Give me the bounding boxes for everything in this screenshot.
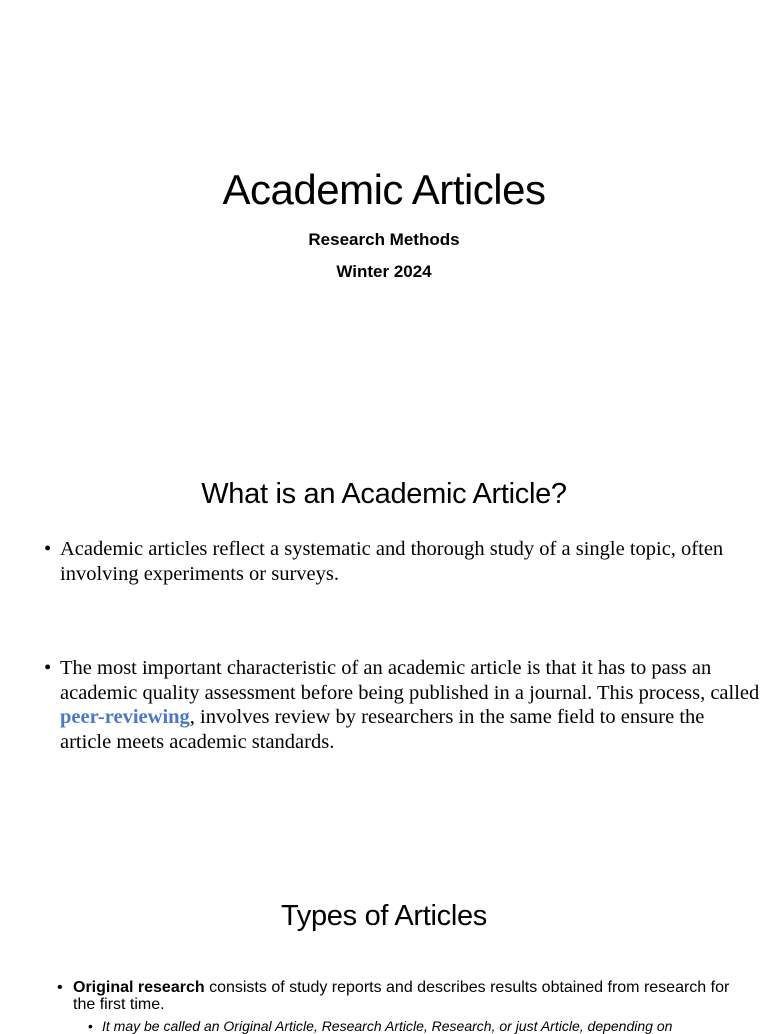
- bullet-text: The most important characteristic of an academic article is that it has to pass an academic quality assessment before being published in a journal. This process, called: [60, 657, 760, 704]
- bullet-item: [44, 537, 760, 586]
- types-slide: [0, 860, 768, 1034]
- bullet-text: Academic articles reflect a systematic and thorough study of a single topic, often involving experiments or surveys.: [60, 538, 724, 585]
- bullet-icon: •: [44, 657, 52, 679]
- bullet-icon: •: [44, 538, 52, 560]
- course-term: Winter 2024: [336, 262, 432, 281]
- bullet-item: [57, 979, 733, 1013]
- sub-bullet-item: [88, 1018, 742, 1034]
- sub-bullet-text-end: , depending on: [579, 1018, 673, 1034]
- slide-heading: Types of Articles: [280, 900, 488, 932]
- slide-heading: What is an Academic Article?: [201, 478, 567, 510]
- bullet-item: [44, 656, 760, 754]
- peer-reviewing-link[interactable]: peer-reviewing: [60, 706, 190, 728]
- slide-title: Academic Articles: [222, 166, 546, 213]
- bullet-term: Original research: [73, 979, 205, 996]
- title-slide: [0, 0, 768, 430]
- definition-slide: [0, 430, 768, 860]
- bullet-icon: •: [57, 979, 63, 996]
- bullet-text-continued: , involves review by researchers in the same field to ensure the article meets academic standards.: [60, 706, 705, 753]
- bullet-icon: •: [88, 1018, 93, 1034]
- sub-bullet-text-start: It may be called an: [102, 1018, 224, 1034]
- bullet-text: consists of study reports and describes results obtained from research for the first time.: [73, 979, 730, 1013]
- sub-bullet-text-italic: Original Article, Research Article, Research, or just Article: [223, 1018, 580, 1034]
- course-name: Research Methods: [308, 230, 460, 249]
